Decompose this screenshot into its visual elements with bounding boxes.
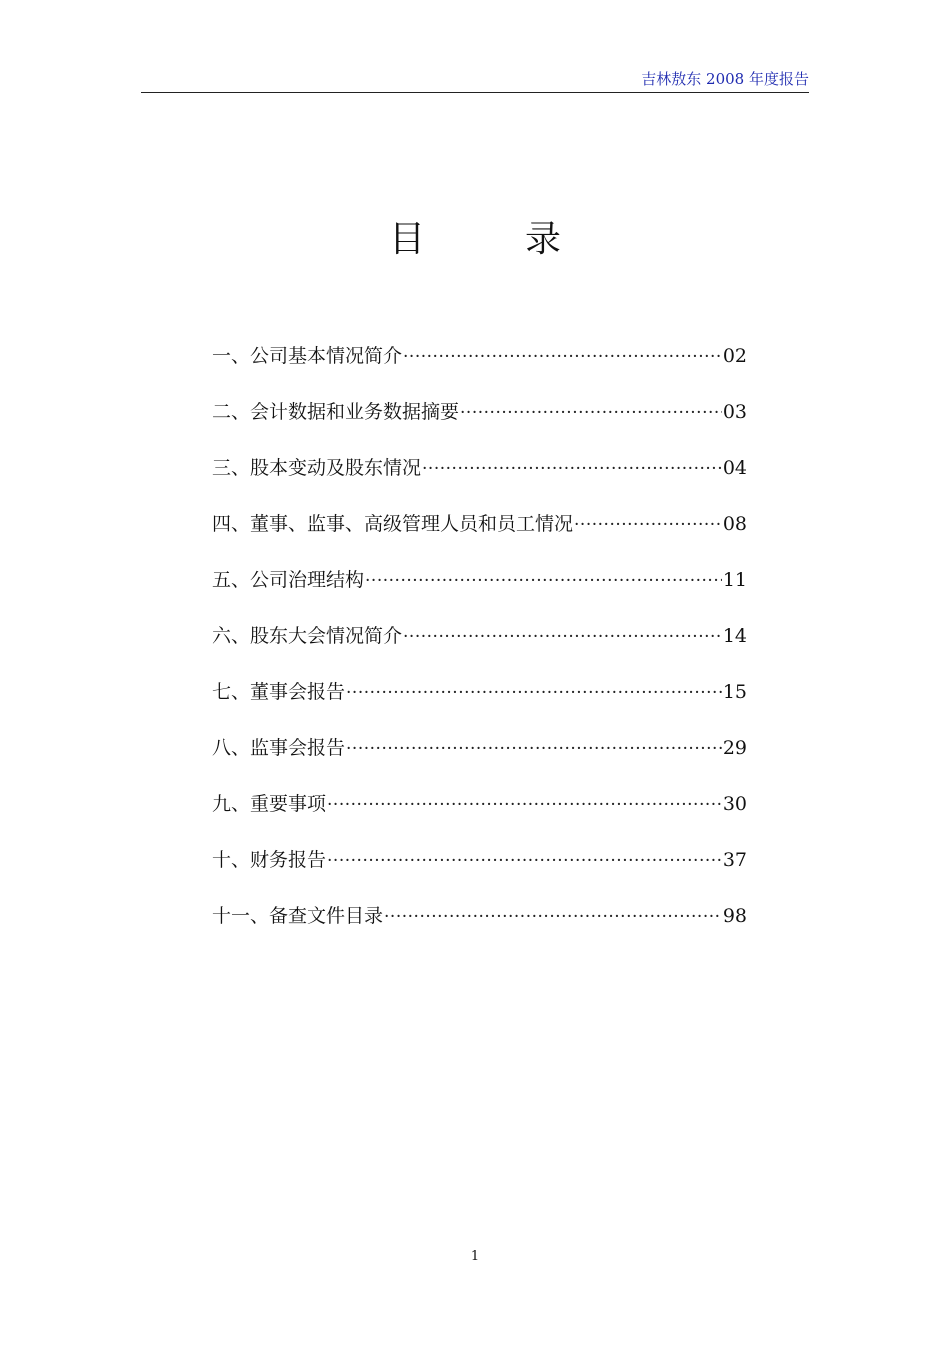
toc-title-char-2: 录 <box>525 219 562 260</box>
toc-entry-page: 03 <box>722 401 747 423</box>
toc-entry-label: 七、董事会报告 <box>212 681 346 703</box>
toc-entry-page: 15 <box>722 681 747 703</box>
toc-entry[interactable] <box>212 734 747 790</box>
toc-entry-page: 98 <box>722 905 747 927</box>
dot-leader <box>346 735 722 763</box>
toc-entry-label: 四、董事、监事、高级管理人员和员工情况 <box>212 513 574 535</box>
toc-entry-label: 一、公司基本情况简介 <box>212 345 403 367</box>
toc-entry-label: 九、重要事项 <box>212 793 327 815</box>
toc-entry-label: 八、监事会报告 <box>212 737 346 759</box>
toc-entry-page: 02 <box>722 345 747 367</box>
toc-entry[interactable] <box>212 790 747 846</box>
toc-title-char-1: 目 <box>388 219 425 260</box>
toc-title <box>0 218 950 262</box>
toc-entry[interactable] <box>212 510 747 566</box>
dot-leader <box>327 847 722 875</box>
toc-list <box>212 342 747 958</box>
toc-entry-page: 29 <box>722 737 747 759</box>
toc-entry-label: 五、公司治理结构 <box>212 569 365 591</box>
dot-leader <box>460 399 722 427</box>
toc-entry-page: 30 <box>722 793 747 815</box>
toc-entry-label: 三、股本变动及股东情况 <box>212 457 422 479</box>
page-number: 1 <box>470 1249 480 1264</box>
toc-entry[interactable] <box>212 622 747 678</box>
toc-entry-page: 37 <box>722 849 747 871</box>
dot-leader <box>365 567 722 595</box>
dot-leader <box>574 511 722 539</box>
toc-entry[interactable] <box>212 902 747 958</box>
toc-entry[interactable] <box>212 678 747 734</box>
toc-entry-label: 六、股东大会情况简介 <box>212 625 403 647</box>
dot-leader <box>384 903 722 931</box>
toc-entry-page: 08 <box>722 513 747 535</box>
toc-entry-page: 11 <box>722 569 747 591</box>
toc-entry[interactable] <box>212 398 747 454</box>
toc-entry[interactable] <box>212 342 747 398</box>
dot-leader <box>403 623 722 651</box>
dot-leader <box>346 679 722 707</box>
toc-entry[interactable] <box>212 846 747 902</box>
dot-leader <box>422 455 722 483</box>
toc-entry-label: 二、会计数据和业务数据摘要 <box>212 401 460 423</box>
dot-leader <box>403 343 722 371</box>
header-title: 吉林敖东 2008 年度报告 <box>641 70 809 88</box>
page-header <box>141 66 809 93</box>
toc-entry-label: 十、财务报告 <box>212 849 327 871</box>
toc-entry[interactable] <box>212 454 747 510</box>
toc-entry-page: 14 <box>722 625 747 647</box>
toc-entry[interactable] <box>212 566 747 622</box>
toc-entry-label: 十一、备查文件目录 <box>212 905 384 927</box>
toc-entry-page: 04 <box>722 457 747 479</box>
dot-leader <box>327 791 722 819</box>
